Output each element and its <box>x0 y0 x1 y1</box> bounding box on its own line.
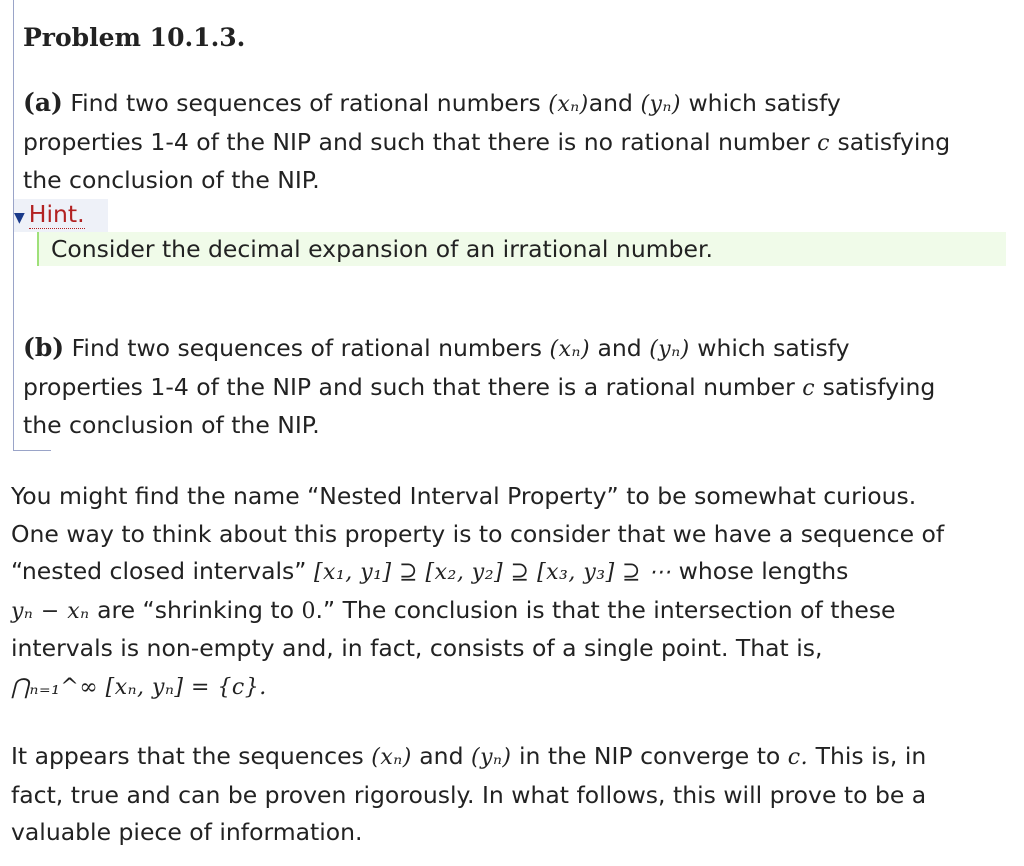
math-yn: (yₙ) <box>470 745 512 770</box>
hint-content: Consider the decimal expansion of an irrational number. <box>37 232 1006 266</box>
paragraph-nested-intervals: You might find the name “Nested Interval Property” to be somewhat curious. One way to think about this property is to consider that we have a sequence of “nested closed intervals” [x₁, y₁] ⊇ [x₂, y₂] ⊇ [x₃, y₃] ⊇ ⋯ whose lengths yₙ − xₙ are “shrinking to 0.” The conclusion is that the intersection of these intervals is non-empty and, in fact, consists of a single point. That is, ⋂ₙ₌₁^∞ [xₙ, yₙ] = {c}. <box>11 482 945 700</box>
problem-block <box>13 0 1013 450</box>
math-yn: (yₙ) <box>640 92 681 117</box>
part-a <box>23 84 1023 200</box>
math-c: c <box>802 375 816 401</box>
hint-toggle[interactable] <box>14 198 85 234</box>
part-b-line-2: properties 1-4 of the NIP and such that there is a rational number c satisfying <box>23 372 936 401</box>
math-yn: (yₙ) <box>649 337 690 362</box>
paragraph-convergence: It appears that the sequences (xₙ) and (yₙ) in the NIP converge to c. This is, in fact, true and can be proven rigorously. In what follows, this will prove to be a valuable piece of information. <box>11 742 927 846</box>
math-xn: (xₙ) <box>549 337 591 362</box>
part-b-line-3: the conclusion of the NIP. <box>23 411 320 439</box>
math-xn: (xₙ) <box>371 745 412 770</box>
hint-label: Hint. <box>28 200 85 228</box>
part-b <box>23 329 1023 445</box>
problem-bottom-rule <box>13 450 51 451</box>
part-a-line-2: properties 1-4 of the NIP and such that there is no rational number c satisfying <box>23 127 951 156</box>
math-intersection: ⋂ₙ₌₁^∞ [xₙ, yₙ] = {c}. <box>11 674 267 700</box>
math-xn: (xₙ) <box>548 92 589 117</box>
math-length: yₙ − xₙ <box>11 598 90 624</box>
math-nested-intervals: [x₁, y₁] ⊇ [x₂, y₂] ⊇ [x₃, y₃] ⊇ ⋯ <box>313 560 672 585</box>
part-a-line-1: (a) Find two sequences of rational numbers (xₙ)and (yₙ) which satisfy <box>23 88 841 117</box>
part-a-label: (a) <box>23 88 63 117</box>
math-zero: 0 <box>301 598 316 624</box>
math-c: c. <box>787 745 809 770</box>
problem-title: Problem 10.1.3. <box>23 23 246 52</box>
triangle-down-icon: ▼ <box>14 210 25 226</box>
part-b-label: (b) <box>23 333 65 362</box>
part-a-line-3: the conclusion of the NIP. <box>23 166 320 194</box>
part-b-line-1: (b) Find two sequences of rational numbers (xₙ) and (yₙ) which satisfy <box>23 333 850 362</box>
math-c: c <box>817 130 830 156</box>
